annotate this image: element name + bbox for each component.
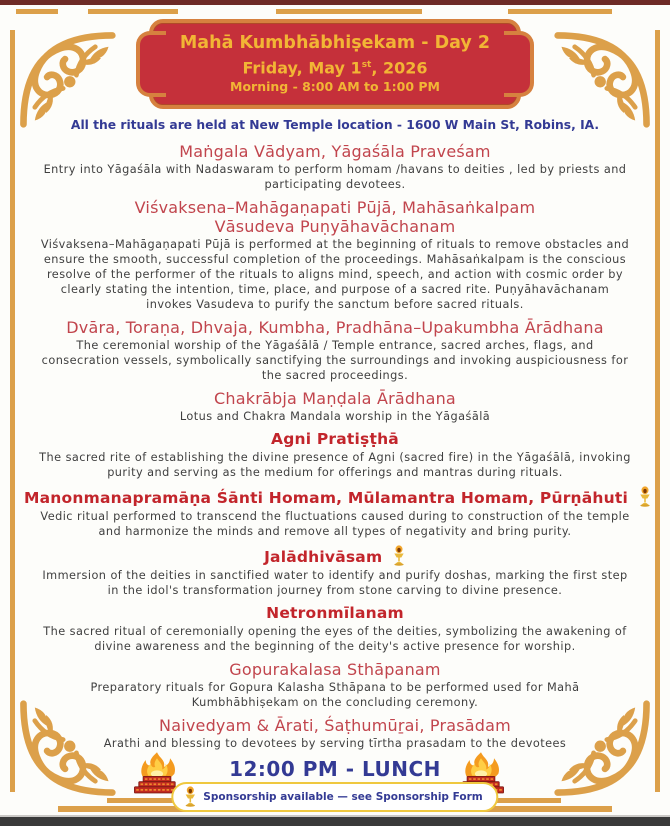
ritual-section-description: Preparatory rituals for Gopura Kalasha Sthāpana to be performed used for Mahā Kumbhābhiṣekam on the concluding ceremony.	[90, 681, 580, 710]
top-maroon-strip	[0, 0, 670, 5]
border-segment	[88, 9, 178, 14]
ritual-section	[36, 660, 634, 710]
ritual-section	[36, 389, 634, 424]
ritual-section	[36, 198, 634, 312]
border-segment	[508, 9, 612, 14]
ritual-section-description: Vedic ritual performed to transcend the fluctuations caused during to construction of the temple and harmonize the minds and remove all types of negativity and bring purity.	[40, 510, 630, 539]
ritual-section-title: Chakrābja Maṇḍala Ārādhana	[214, 389, 456, 409]
ritual-section	[36, 716, 634, 751]
ritual-section-title: Viśvaksena–Mahāgaṇapati Pūjā, Mahāsaṅkalpam Vāsudeva Puṇyāhavāchanam	[134, 198, 536, 237]
ritual-section-title: Jalādhivāsam	[24, 545, 646, 567]
event-time: Morning - 8:00 AM to 1:00 PM	[230, 79, 440, 95]
ritual-section-description: Immersion of the deities in sanctified water to identify and purify doshas, marking the first step in the idol's transformation journey from stone carving to divine presence.	[42, 569, 628, 598]
ritual-section-description: The ceremonial worship of the Yāgaśālā / Temple entrance, sacred arches, flags, and consecration vessels, symbolically sanctifying the surroundings and invoking auspiciousness for the sacred proceedings.	[41, 339, 629, 383]
ritual-section-description: Entry into Yāgaśāla with Nadaswaram to perform homam /havans to deities , led by priests and participating devotees.	[43, 163, 627, 192]
ritual-section-description: Lotus and Chakra Mandala worship in the Yāgaśālā	[179, 410, 491, 424]
ritual-section-description: Arathi and blessing to devotees by serving tīrtha prasadam to the devotees	[103, 737, 567, 751]
ritual-section	[36, 604, 634, 654]
event-banner	[149, 19, 521, 109]
ritual-section-title: Naivedyam & Ārati, Śaṭhumūṟai, Prasādam	[159, 716, 511, 736]
ritual-section	[36, 318, 634, 383]
corner-flourish-icon	[552, 26, 656, 130]
corner-flourish-icon	[14, 26, 118, 130]
ritual-section-title: Maṅgala Vādyam, Yāgaśāla Praveśam	[179, 142, 491, 162]
ritual-section-title: Agni Pratiṣṭhā	[271, 430, 399, 449]
ritual-section	[36, 430, 634, 480]
event-date-main: Friday, May 1	[242, 58, 362, 78]
event-title: Mahā Kumbhābhiṣekam - Day 2	[179, 33, 491, 53]
lamp-icon	[183, 786, 197, 807]
event-date-ordinal: st	[361, 60, 372, 70]
ritual-section-title: Gopurakalasa Sthāpanam	[229, 660, 441, 680]
ritual-sections	[0, 142, 670, 751]
ritual-section	[24, 486, 634, 539]
lamp-icon	[638, 486, 652, 507]
ritual-section	[36, 545, 634, 598]
border-segment	[16, 9, 58, 14]
ritual-section-title: Dvāra, Toraṇa, Dhvaja, Kumbha, Pradhāna–Upakumbha Ārādhana	[66, 318, 604, 338]
border-segment	[276, 9, 422, 14]
ritual-section-description: The sacred ritual of ceremonially opening the eyes of the deities, symbolizing the awakening of divine awareness and the beginning of the deity's active presence for worship.	[43, 625, 627, 654]
ritual-section-title: Netronmīlanam	[266, 604, 404, 623]
ritual-section-description: The sacred rite of establishing the divine presence of Agni (sacred fire) in the Yāgaśālā, invoking purity and serving as the medium for offerings and mantras during rituals.	[39, 451, 631, 480]
event-date-year: , 2026	[371, 58, 428, 78]
event-date	[161, 55, 509, 78]
bottom-dark-strip	[0, 817, 670, 826]
corner-flourish	[14, 26, 118, 130]
location-note: All the rituals are held at New Temple location - 1600 W Main St, Robins, IA.	[70, 118, 600, 133]
lunch-time: 12:00 PM - LUNCH	[229, 757, 441, 782]
ritual-section-description: Viśvaksena–Mahāgaṇapati Pūjā is performed at the beginning of rituals to remove obstacles and ensure the smooth, successful completion of the proceedings. Mahāsaṅkalpam is the conscious resolve of the performer of the rituals to aligns mind, speech, and action with cosmic order by clearly stating the intention, time, place, and purpose of a sacred rite. Puṇyāhavāchanam invokes Vasudeva to purify the sanctum before sacred rituals.	[40, 238, 630, 312]
corner-flourish	[552, 26, 656, 130]
sponsorship-text: Sponsorship available — see Sponsorship Form	[203, 790, 483, 803]
sponsorship-pill	[171, 782, 498, 812]
ritual-section	[36, 142, 634, 192]
ritual-section-title: Manonmanapramāṇa Śānti Homam, Mūlamantra Homam, Pūrṇāhuti	[24, 486, 646, 508]
lamp-icon	[392, 545, 406, 566]
